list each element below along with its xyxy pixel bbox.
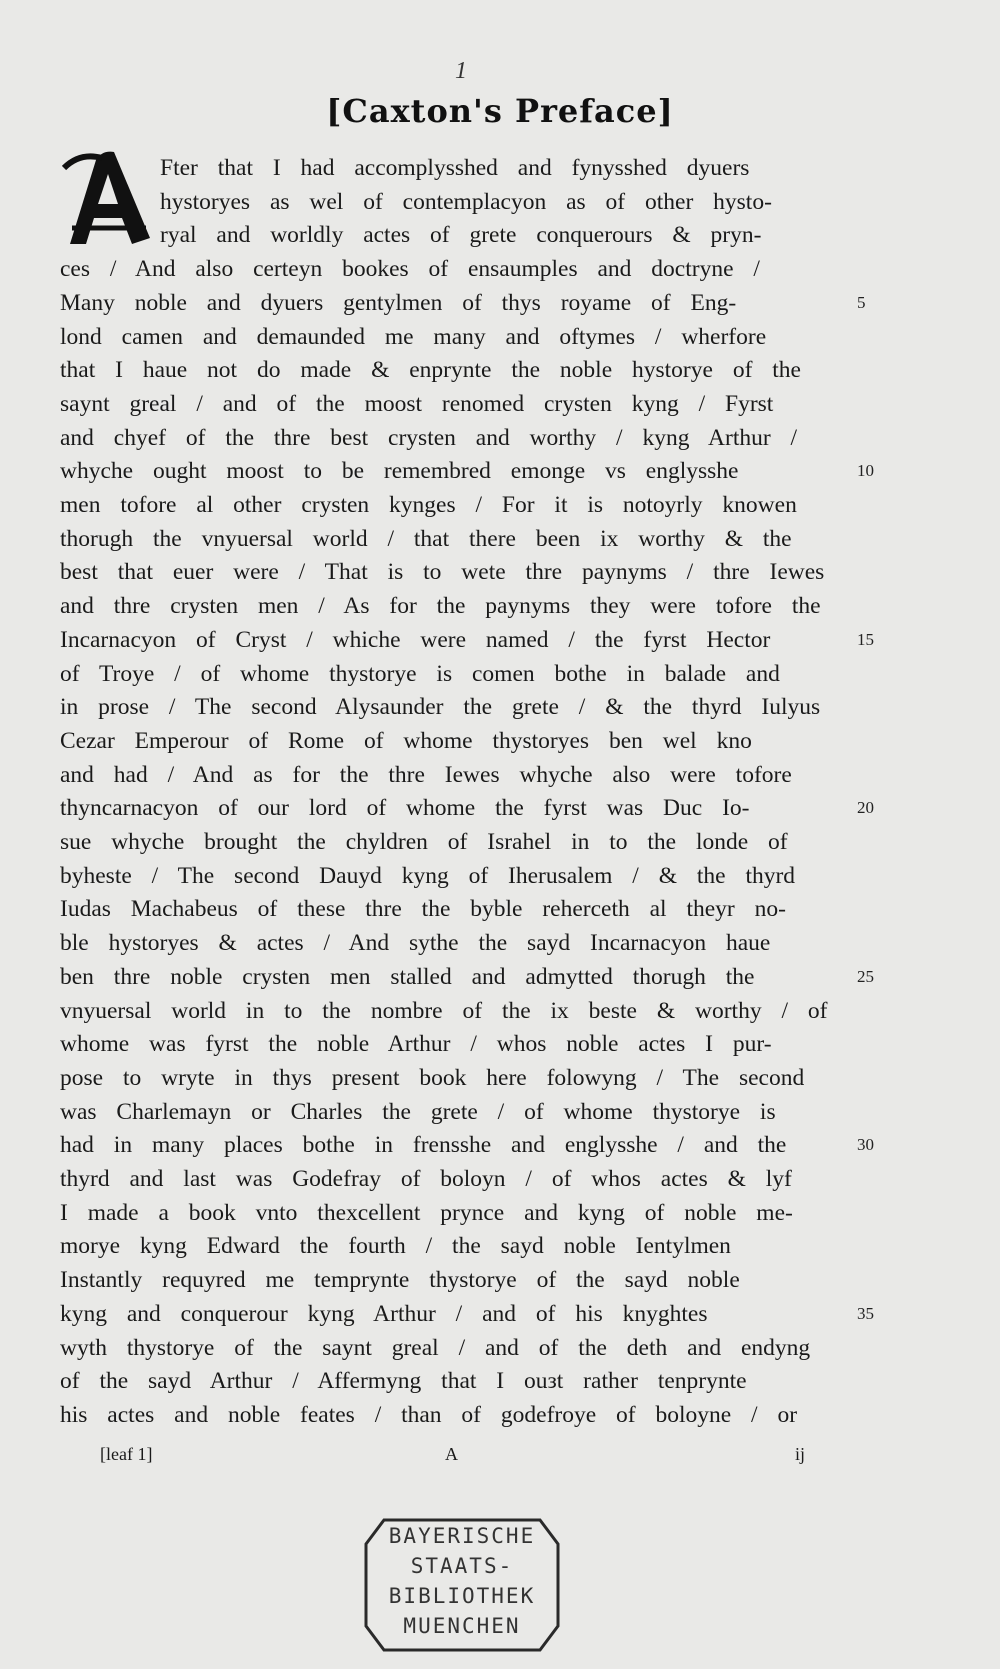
text-line: Iudas Machabeus of these thre the byble reherceth al theyr no-	[60, 896, 786, 922]
page-title: [Caxton's Preface]	[326, 92, 674, 130]
text-line: best that euer were / That is to wete thre paynyms / thre Iewes	[60, 559, 825, 585]
line-number: 20	[857, 798, 874, 817]
line-number: 5	[857, 293, 866, 312]
text-line: Cezar Emperour of Rome of whome thystoryes ben wel kno	[60, 728, 752, 754]
text-line: his actes and noble feates / than of godefroye of boloyne / or	[60, 1402, 798, 1428]
text-line: that I haue not do made & enprynte the noble hystorye of the	[60, 357, 801, 383]
text-line: thyncarnacyon of our lord of whome the fyrst was Duc Io-	[60, 795, 750, 821]
text-line: sue whyche brought the chyldren of Israhel in to the londe of	[60, 829, 788, 855]
stamp-line-2: STAATS-	[410, 1554, 514, 1578]
line-number: 15	[857, 630, 874, 649]
footer-page-number: ij	[795, 1444, 806, 1464]
text-line: whyche ought moost to be remembred emonge vs englysshe	[60, 458, 739, 484]
text-line: and chyef of the thre best crysten and worthy / kyng Arthur /	[60, 425, 798, 451]
text-line: lond camen and demaunded me many and oftymes / wherfore	[60, 324, 767, 350]
text-line: and had / And as for the thre Iewes whyche also were tofore	[60, 762, 792, 788]
text-line: saynt greal / and of the moost renomed crysten kyng / Fyrst	[60, 391, 774, 417]
text-line: of the sayd Arthur / Affermyng that I ouзt rather tenprynte	[60, 1368, 747, 1394]
text-line: Incarnacyon of Cryst / whiche were named / the fyrst Hector	[60, 627, 771, 653]
stamp-line-1: BAYERISCHE	[388, 1524, 536, 1548]
dropcap-letter	[62, 148, 154, 248]
text-line: thyrd and last was Godefray of boloyn / of whos actes & lyf	[60, 1166, 792, 1192]
text-line: whome was fyrst the noble Arthur / whos noble actes I pur-	[60, 1031, 772, 1057]
text-line: ces / And also certeyn bookes of ensaumples and doctryne /	[60, 256, 760, 282]
text-line: and thre crysten men / As for the paynyms they were tofore the	[60, 593, 821, 619]
text-line: byheste / The second Dauyd kyng of Iherusalem / & the thyrd	[60, 863, 796, 889]
line-number: 25	[857, 967, 874, 986]
stamp-line-3: BIBLIOTHEK	[388, 1584, 536, 1608]
text-line: pose to wryte in thys present book here folowyng / The second	[60, 1065, 805, 1091]
text-line: thorugh the vnyuersal world / that there been ix worthy & the	[60, 526, 792, 552]
text-line: in prose / The second Alysaunder the grete / & the thyrd Iulyus	[60, 694, 821, 720]
text-line: ble hystoryes & actes / And sythe the sayd Incarnacyon haue	[60, 930, 771, 956]
text-line: had in many places bothe in frensshe and englysshe / and the	[60, 1132, 787, 1158]
folio-number: 1	[455, 58, 467, 84]
text-line: was Charlemayn or Charles the grete / of whome thystorye is	[60, 1099, 776, 1125]
text-line: vnyuersal world in to the nombre of the ix beste & worthy / of	[60, 998, 828, 1024]
footer-signature-letter: A	[445, 1444, 458, 1464]
text-line: Many noble and dyuers gentylmen of thys royame of Eng-	[60, 290, 737, 316]
text-line: morye kyng Edward the fourth / the sayd noble Ientylmen	[60, 1233, 731, 1259]
text-line: wyth thystorye of the saynt greal / and of the deth and endyng	[60, 1335, 811, 1361]
text-line: men tofore al other crysten kynges / For it is notoyrly knowen	[60, 492, 797, 518]
library-stamp	[362, 1514, 562, 1656]
stamp-line-4: MUENCHEN	[403, 1614, 521, 1638]
text-line: I made a book vnto thexcellent prynce and kyng of noble me-	[60, 1200, 793, 1226]
text-line: of Troye / of whome thystorye is comen bothe in balade and	[60, 661, 780, 687]
line-number: 35	[857, 1304, 874, 1323]
line-number: 10	[857, 461, 874, 480]
footer-signature: [leaf 1]	[100, 1444, 153, 1464]
line-number: 30	[857, 1135, 874, 1154]
text-line: ryal and worldly actes of grete conquerours & pryn-	[160, 222, 762, 248]
text-line: kyng and conquerour kyng Arthur / and of his knyghtes	[60, 1301, 708, 1327]
text-line: Fter that I had accomplysshed and fynysshed dyuers	[160, 155, 750, 181]
text-line: Instantly requyred me temprynte thystorye of the sayd noble	[60, 1267, 740, 1293]
text-line: ben thre noble crysten men stalled and admytted thorugh the	[60, 964, 755, 990]
text-line: hystoryes as wel of contemplacyon as of other hysto-	[160, 189, 772, 215]
